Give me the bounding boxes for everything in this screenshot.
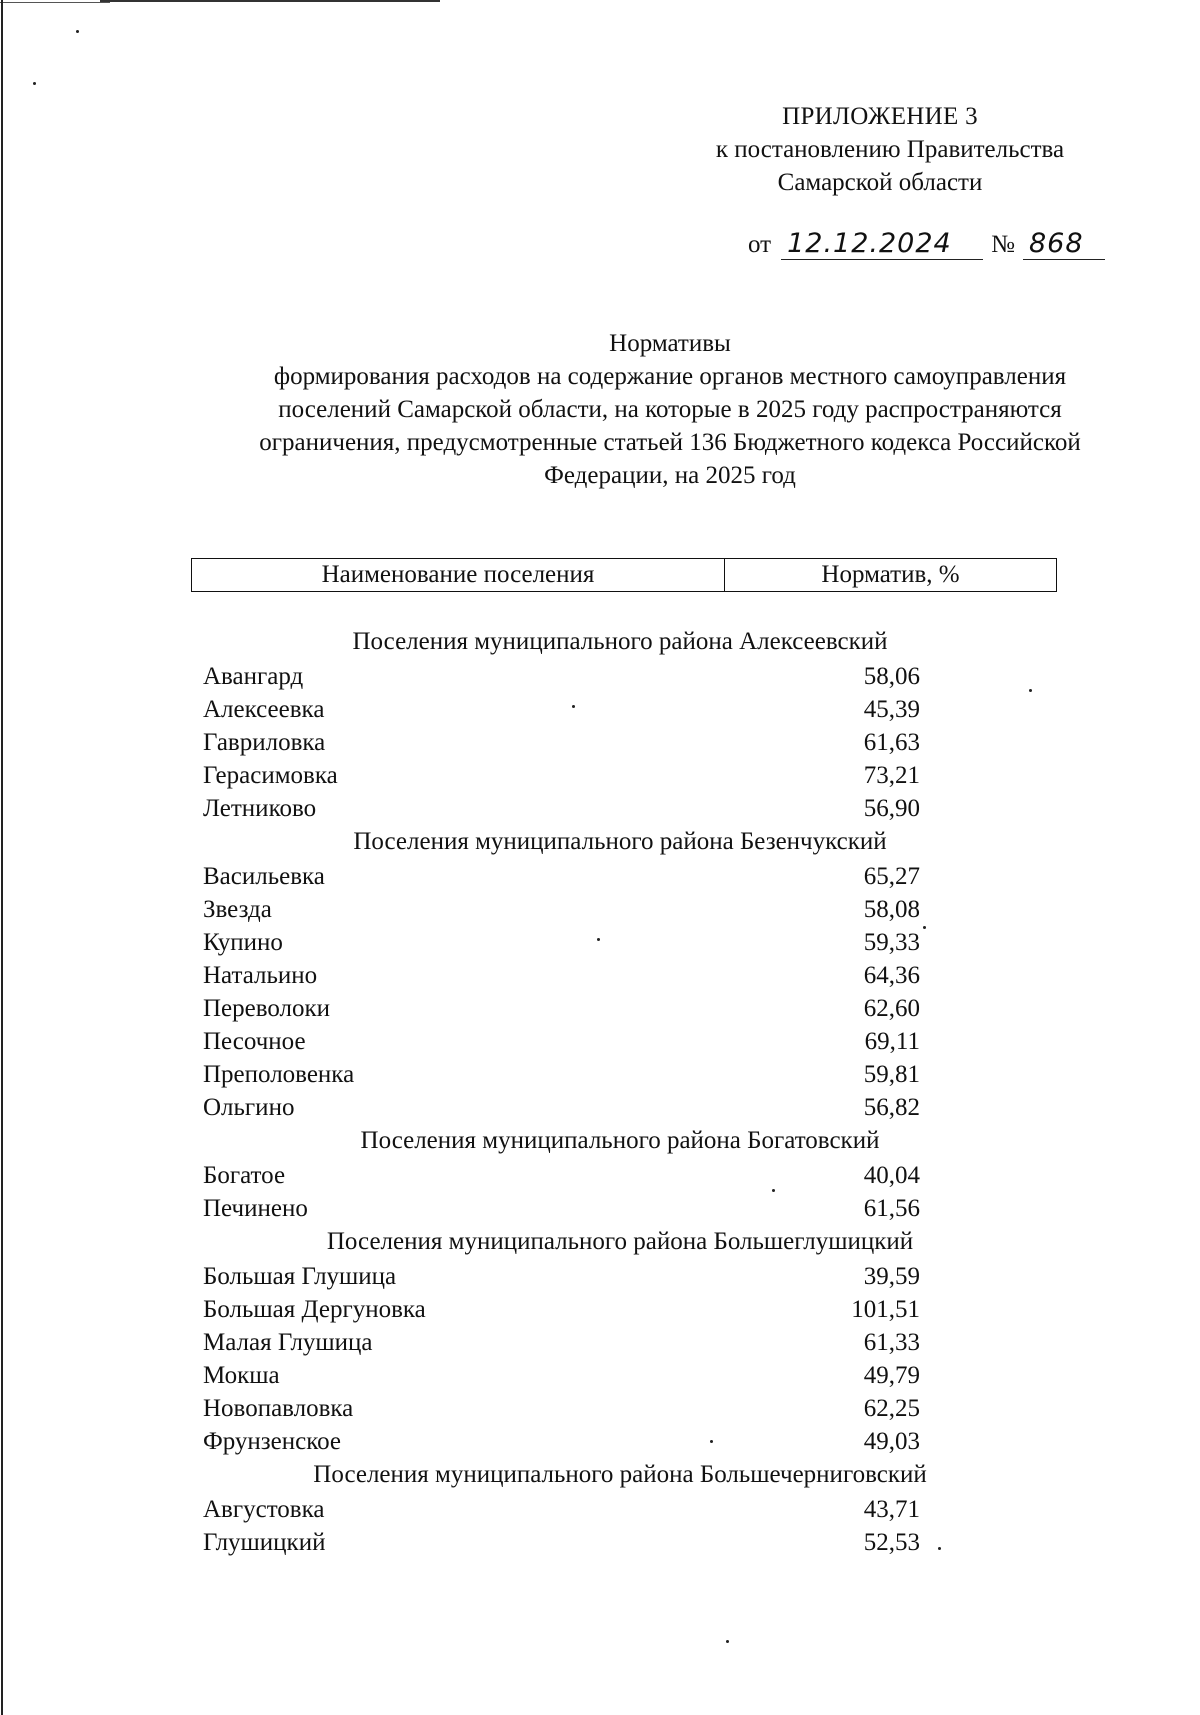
settlement-row bbox=[0, 1526, 1200, 1559]
district-section bbox=[0, 625, 1200, 825]
settlement-normative: 58,06 bbox=[863, 663, 920, 690]
settlement-name: Звезда bbox=[203, 896, 272, 923]
column-header-name: Наименование поселения bbox=[192, 559, 725, 591]
settlement-name: Большая Дергуновка bbox=[203, 1296, 426, 1323]
appendix-decree-line: к постановлению Правительства bbox=[715, 136, 1065, 163]
settlement-normative: 73,21 bbox=[863, 762, 920, 789]
appendix-title: ПРИЛОЖЕНИЕ 3 bbox=[782, 103, 978, 130]
settlement-name: Авангард bbox=[203, 663, 304, 690]
scan-speck bbox=[1029, 689, 1032, 692]
settlement-normative: 40,04 bbox=[863, 1162, 920, 1189]
handwritten-number: 868 bbox=[1023, 228, 1105, 260]
settlement-row bbox=[0, 1192, 1200, 1225]
district-section bbox=[0, 1225, 1200, 1458]
settlement-normative: 59,81 bbox=[863, 1061, 920, 1088]
handwritten-date: 12.12.2024 bbox=[781, 228, 983, 260]
settlement-normative: 49,03 bbox=[863, 1428, 920, 1455]
title-line: формирования расходов на содержание органов местного самоуправления bbox=[273, 363, 1067, 390]
title-line: ограничения, предусмотренные статьей 136 Бюджетного кодекса Российской bbox=[259, 429, 1081, 456]
settlement-normative: 61,33 bbox=[863, 1329, 920, 1356]
appendix-region-line: Самарской области bbox=[777, 169, 983, 196]
settlement-row bbox=[0, 726, 1200, 759]
settlement-normative: 62,60 bbox=[863, 995, 920, 1022]
title-line: поселений Самарской области, на которые в 2025 году распространяются bbox=[278, 396, 1062, 423]
scan-edge-line bbox=[100, 0, 440, 2]
district-section bbox=[0, 1458, 1200, 1559]
settlement-row bbox=[0, 1260, 1200, 1293]
settlement-normative: 56,90 bbox=[863, 795, 920, 822]
settlement-normative: 69,11 bbox=[864, 1028, 920, 1055]
settlement-normative: 101,51 bbox=[851, 1296, 920, 1323]
settlement-name: Переволоки bbox=[203, 995, 331, 1022]
settlement-row bbox=[0, 1359, 1200, 1392]
settlement-row bbox=[0, 959, 1200, 992]
settlement-row bbox=[0, 926, 1200, 959]
settlement-name: Ольгино bbox=[203, 1094, 295, 1121]
settlement-row bbox=[0, 1425, 1200, 1458]
settlement-name: Купино bbox=[203, 929, 283, 956]
settlement-normative: 65,27 bbox=[863, 863, 920, 890]
settlement-name: Печинено bbox=[203, 1195, 308, 1222]
settlement-normative: 39,59 bbox=[863, 1263, 920, 1290]
settlement-row bbox=[0, 1091, 1200, 1124]
settlement-name: Летниково bbox=[203, 795, 317, 822]
scan-speck bbox=[572, 705, 575, 708]
title-line: Нормативы bbox=[609, 330, 731, 357]
settlement-row bbox=[0, 1392, 1200, 1425]
settlement-normative: 56,82 bbox=[863, 1094, 920, 1121]
settlement-name: Натальино bbox=[203, 962, 318, 989]
settlement-row bbox=[0, 893, 1200, 926]
from-label: от bbox=[748, 231, 772, 258]
scan-speck bbox=[710, 1440, 713, 1443]
district-section bbox=[0, 1124, 1200, 1225]
settlement-name: Новопавловка bbox=[203, 1395, 354, 1422]
settlement-name: Песочное bbox=[203, 1028, 306, 1055]
settlement-name: Фрунзенское bbox=[203, 1428, 342, 1455]
settlement-name: Герасимовка bbox=[203, 762, 338, 789]
district-header: Поселения муниципального района Безенчукский bbox=[353, 828, 887, 855]
title-line: Федерации, на 2025 год bbox=[544, 462, 796, 489]
settlement-row bbox=[0, 860, 1200, 893]
settlement-name: Большая Глушица bbox=[203, 1263, 397, 1290]
settlement-normative: 49,79 bbox=[863, 1362, 920, 1389]
settlement-name: Богатое bbox=[203, 1162, 286, 1189]
settlement-name: Васильевка bbox=[203, 863, 325, 890]
settlement-name: Августовка bbox=[203, 1496, 325, 1523]
district-header: Поселения муниципального района Богатовский bbox=[360, 1127, 880, 1154]
scan-speck bbox=[76, 30, 79, 33]
settlement-row bbox=[0, 792, 1200, 825]
settlement-row bbox=[0, 693, 1200, 726]
decree-date-number bbox=[748, 228, 1105, 260]
scan-speck bbox=[938, 1547, 941, 1550]
settlement-normative: 62,25 bbox=[863, 1395, 920, 1422]
settlement-normative: 61,63 bbox=[863, 729, 920, 756]
scan-speck bbox=[726, 1640, 729, 1643]
settlement-normative: 52,53 bbox=[863, 1529, 920, 1556]
settlements-list bbox=[0, 625, 1200, 1559]
settlement-name: Глушицкий bbox=[203, 1529, 326, 1556]
settlement-normative: 45,39 bbox=[863, 696, 920, 723]
district-header: Поселения муниципального района Алексеевский bbox=[352, 628, 888, 655]
settlement-normative: 64,36 bbox=[863, 962, 920, 989]
settlement-row bbox=[0, 1326, 1200, 1359]
district-section bbox=[0, 825, 1200, 1124]
settlement-normative: 58,08 bbox=[863, 896, 920, 923]
scan-speck bbox=[923, 926, 926, 929]
settlement-row bbox=[0, 1159, 1200, 1192]
settlement-row bbox=[0, 1493, 1200, 1526]
settlement-name: Малая Глушица bbox=[203, 1329, 373, 1356]
settlement-row bbox=[0, 759, 1200, 792]
settlement-normative: 59,33 bbox=[863, 929, 920, 956]
column-header-value: Норматив, % bbox=[821, 561, 960, 588]
settlement-normative: 61,56 bbox=[863, 1195, 920, 1222]
settlement-name: Преполовенка bbox=[203, 1061, 355, 1088]
settlement-row bbox=[0, 1025, 1200, 1058]
number-label: № bbox=[991, 231, 1015, 258]
settlement-name: Мокша bbox=[203, 1362, 280, 1389]
scan-speck bbox=[772, 1189, 775, 1192]
settlement-normative: 43,71 bbox=[863, 1496, 920, 1523]
settlement-row bbox=[0, 1293, 1200, 1326]
district-header: Поселения муниципального района Большеглушицкий bbox=[326, 1228, 914, 1255]
scan-speck bbox=[597, 938, 600, 941]
scan-speck bbox=[33, 82, 36, 85]
settlement-row bbox=[0, 992, 1200, 1025]
settlement-row bbox=[0, 1058, 1200, 1091]
document-title bbox=[170, 327, 1170, 492]
settlement-row bbox=[0, 660, 1200, 693]
table-header bbox=[191, 558, 1057, 592]
appendix-block bbox=[600, 100, 1160, 199]
district-header: Поселения муниципального района Большечерниговский bbox=[313, 1461, 927, 1488]
settlement-name: Алексеевка bbox=[203, 696, 325, 723]
settlement-name: Гавриловка bbox=[203, 729, 326, 756]
scan-edge-line bbox=[0, 2, 110, 3]
